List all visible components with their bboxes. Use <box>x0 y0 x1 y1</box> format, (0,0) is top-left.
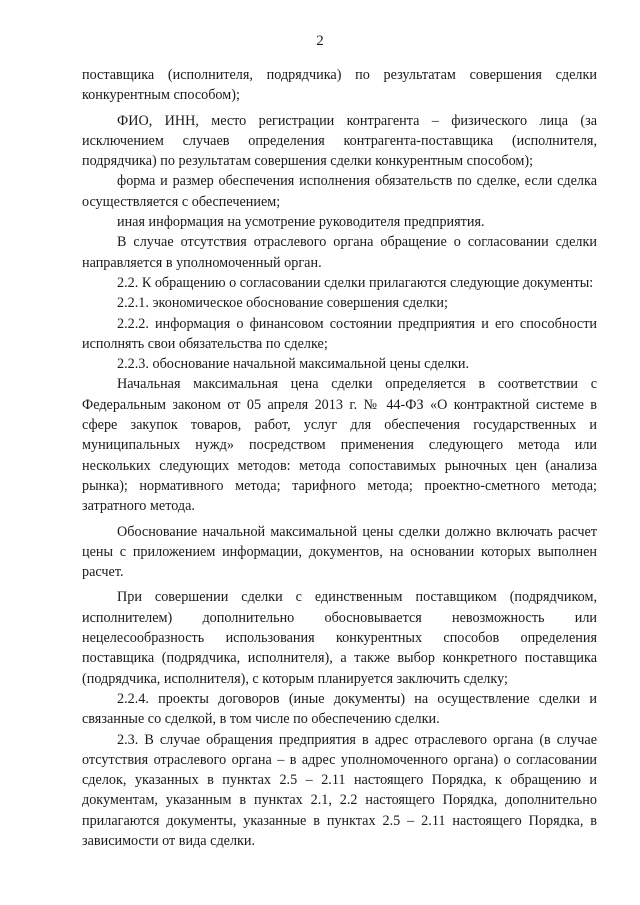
paragraph: При совершении сделки с единственным поставщиком (подрядчиком, исполнителем) дополнительно обосновывается невозможность или нецелесообразность использования конкурентных способов определения поставщика (подрядчика, исполнителя), а также выбор конкретного поставщика (подрядчика, исполнителя), с которым планируется заключить сделку; <box>82 589 597 687</box>
paragraph: ФИО, ИНН, место регистрации контрагента – физического лица (за исключением случаев определения контрагента-поставщика (исполнителя, подрядчика) по результатам совершения сделки конкурентным способом); <box>82 112 597 170</box>
page-number: 2 <box>316 33 324 49</box>
paragraph: форма и размер обеспечения исполнения обязательств по сделке, если сделка осуществляется с обеспечением; <box>82 173 597 210</box>
paragraph: Обоснование начальной максимальной цены сделки должно включать расчет цены с приложением информации, документов, на основании которых выполнен расчет. <box>82 523 597 581</box>
paragraph: поставщика (исполнителя, подрядчика) по результатам совершения сделки конкурентным способом); <box>82 67 597 104</box>
paragraph: 2.3. В случае обращения предприятия в адрес отраслевого органа (в случае отсутствия отраслевого органа – в адрес уполномоченного органа) о согласовании сделок, указанных в пунктах 2.5 – 2.11 настоящего Порядка, к обращению и документам, указанным в пунктах 2.1, 2.2 настоящего Порядка, дополнительно прилагаются документы, указанные в пунктах 2.5 – 2.11 настоящего Порядка, в зависимости от вида сделки. <box>82 731 597 849</box>
paragraph: В случае отсутствия отраслевого органа обращение о согласовании сделки направляется в уполномоченный орган. <box>82 234 597 271</box>
paragraph: иная информация на усмотрение руководителя предприятия. <box>117 214 485 231</box>
paragraph: 2.2.2. информация о финансовом состоянии предприятия и его способности исполнять свои обязательства по сделке; <box>82 315 597 352</box>
paragraph: 2.2. К обращению о согласовании сделки прилагаются следующие документы: <box>117 274 594 291</box>
paragraph: 2.2.3. обоснование начальной максимальной цены сделки. <box>117 356 470 373</box>
paragraph: 2.2.1. экономическое обоснование совершения сделки; <box>117 295 448 312</box>
document-body <box>82 65 597 851</box>
paragraph: Начальная максимальная цена сделки определяется в соответствии с Федеральным законом от 05 апреля 2013 г. № 44-ФЗ «О контрактной системе в сфере закупок товаров, работ, услуг для обеспечения государственных и муниципальных нужд» посредством применения следующего метода или нескольких следующих методов: метода сопоставимых рыночных цен (анализа рынка); нормативного метода; тарифного метода; проектно-сметного метода; затратного метода. <box>82 376 597 515</box>
paragraph: 2.2.4. проекты договоров (иные документы) на осуществление сделки и связанные со сделкой, в том числе по обеспечению сделки. <box>82 690 597 728</box>
